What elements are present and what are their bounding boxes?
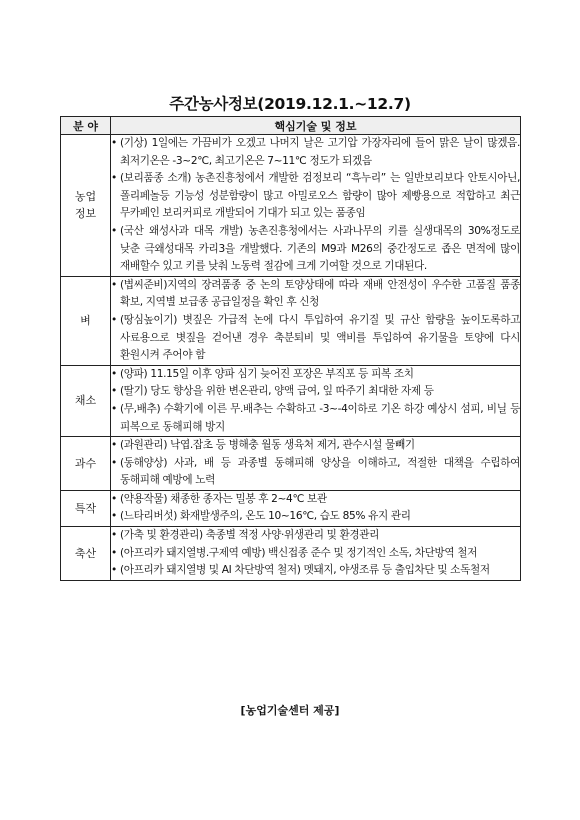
category-line: 채소: [74, 394, 97, 408]
section-content: [111, 527, 521, 581]
info-item: • (느타리버섯) 화재발생주의, 온도 10~16℃, 습도 85% 유지 관리: [111, 508, 520, 526]
info-item: • (딸기) 당도 향상을 위한 변온관리, 양액 급여, 잎 따주기 최대한 자제 등: [111, 383, 520, 401]
section-category: [61, 135, 111, 277]
section-content: [111, 276, 521, 365]
section-category: [61, 276, 111, 365]
section-row-special-crops: [61, 490, 521, 526]
info-item: • (국산 왜성사과 대목 개발) 농촌진흥청에서는 사과나무의 키를 실생대목의 30%정도로 낮춘 극왜성대목 카리3을 개발했다. 기존의 M9과 M26의 중간정도로 좁은 면적에 많이 재배할수 있고 키를 낮춰 노동력 절감에 크게 기여할 것으로 기대된다.: [111, 223, 520, 276]
header-content: 핵심기술 및 정보: [111, 117, 521, 135]
info-item: • (동해양상) 사과, 배 등 과종별 동해피해 양상을 이해하고, 적절한 대책을 수립하여 동해피해 예방에 노력: [111, 455, 520, 490]
info-item: • (양파) 11.15일 이후 양파 심기 늦어진 포장은 부직포 등 피복 조치: [111, 366, 520, 384]
category-line: 특작: [74, 501, 97, 515]
info-item: • (과원관리) 낙엽.잡초 등 병해충 월동 생육처 제거, 관수시설 물빼기: [111, 437, 520, 455]
category-line: 벼: [80, 314, 91, 328]
info-item: • (볍씨준비)지역의 장려품종 중 논의 토양상태에 따라 재배 안전성이 우수한 고품질 품종 확보, 지역별 보급종 공급일정을 확인 후 신청: [111, 277, 520, 312]
info-item: • (보리품종 소개) 농촌진흥청에서 개발한 검정보리 “흑누리” 는 일반보리보다 안토시아닌, 폴리페놀등 기능성 성분함량이 많고 아밀로오스 함량이 많아 제빵용으로 적합하고 최근 무카페인 보리커피로 개발되어 기대가 되고 있는 품종임: [111, 170, 520, 223]
info-item: • (아프리카 돼지열병 및 AI 차단방역 철저) 멧돼지, 야생조류 등 출입차단 및 소독철저: [111, 562, 520, 580]
section-content: [111, 490, 521, 526]
section-category: [61, 437, 111, 491]
category-line: 농업: [74, 190, 97, 204]
section-row-livestock: [61, 527, 521, 581]
info-item: • (무,배추) 수확기에 이른 무.배추는 수확하고 -3~-4이하로 기온 하강 예상시 섬피, 비닐 등 피복으로 동해피해 방지: [111, 401, 520, 436]
category-line: 정보: [74, 207, 97, 221]
section-row-vegetables: [61, 365, 521, 436]
section-row-agri-info: [61, 135, 521, 277]
info-item: • (가축 및 환경관리) 축종별 적정 사양·위생관리 및 환경관리: [111, 527, 520, 545]
section-content: [111, 437, 521, 491]
section-category: [61, 490, 111, 526]
section-content: [111, 135, 521, 277]
section-row-fruit-trees: [61, 437, 521, 491]
section-row-rice: [61, 276, 521, 365]
section-content: [111, 365, 521, 436]
category-line: 과수: [74, 456, 97, 470]
section-category: [61, 527, 111, 581]
info-item: • (땅심높이기) 볏짚은 가급적 논에 다시 투입하여 유기질 및 규산 함량을 높이도록하고 사료용으로 볏짚을 걷어낸 경우 축분퇴비 및 액비를 투입하여 유기물을 토양에 다시 환원시켜 주어야 함: [111, 312, 520, 365]
info-item: • (약용작물) 채종한 종자는 밀봉 후 2~4℃ 보관: [111, 491, 520, 509]
table-header-row: [61, 117, 521, 135]
header-category: 분 야: [61, 117, 111, 135]
info-item: • (아프리카 돼지열병.구제역 예방) 백신접종 준수 및 정기적인 소독, 차단방역 철저: [111, 545, 520, 563]
source-credit: [농업기술센터 제공]: [240, 704, 340, 717]
page-title: 주간농사정보(2019.12.1.~12.7): [169, 95, 411, 113]
info-item: • (기상) 1일에는 가끔비가 오겠고 나머지 날은 고기압 가장자리에 들어 맑은 날이 많겠음. 최저기온은 -3~2℃, 최고기온은 7~11℃ 정도가 되겠음: [111, 135, 520, 170]
section-category: [61, 365, 111, 436]
farming-info-table: [60, 116, 521, 581]
category-line: 축산: [74, 546, 97, 560]
